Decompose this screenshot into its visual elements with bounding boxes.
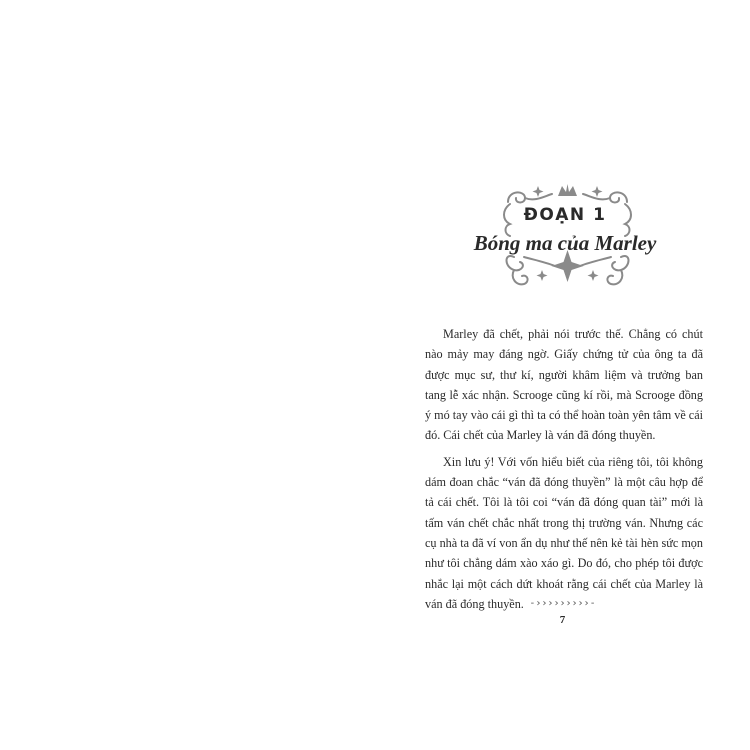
chapter-label: ĐOẠN 1 (523, 205, 607, 225)
paragraph: Marley đã chết, phải nói trước thế. Chẳng có chút nào mảy may đáng ngờ. Giấy chứng tử của ông ta đã được mục sư, thư kí, người khâm liệm và trưởng ban tang lễ xác nhận. Scrooge cũng kí rồi, mà Scrooge đồng ý mó tay vào cái gì thì ta có thể hoàn toàn yên tâm về cái đó. Cái chết của Marley là ván đã đóng thuyền. (425, 327, 703, 443)
paragraph: Xin lưu ý! Với vốn hiểu biết của riêng tôi, tôi không dám đoan chắc “ván đã đóng thuyền” là một câu hợp để tả cái chết. Tôi là tôi coi “ván đã đóng quan tài” mới là tấm ván chết chắc nhất trong thị trường ván. Nhưng các cụ nhà ta đã ví von ẩn dụ như thế nên kẻ tài hèn sức mọn như tôi chẳng dám xào xáo gì. Do đó, cho phép tôi được nhắc lại một cách dứt khoát rằng cái chết của Marley là ván đã đóng thuyền. (425, 454, 703, 611)
page-number: 7 (559, 614, 566, 626)
section-divider: -›››››››››- (529, 598, 596, 609)
chapter-body (425, 324, 703, 620)
chapter-title: Bóng ma của Marley (473, 231, 657, 255)
